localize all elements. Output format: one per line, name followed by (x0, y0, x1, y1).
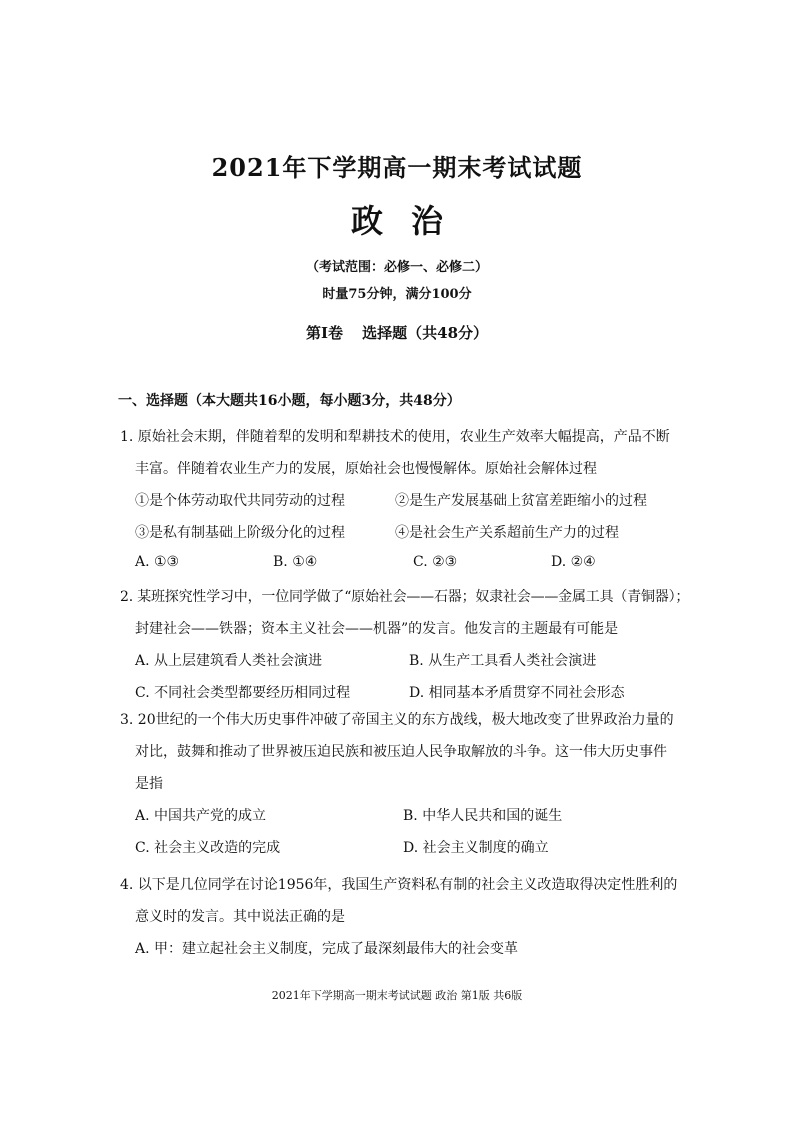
q2-option-c: C. 不同社会类型都要经历相同过程 (135, 685, 351, 701)
section-heading: 一、选择题（本大题共16小题，每小题3分，共48分） (118, 393, 461, 409)
q4-stem-line2: 意义时的发言。其中说法正确的是 (135, 909, 345, 925)
q2-stem-line1: 2. 某班探究性学习中，一位同学做了“原始社会——石器；奴隶社会——金属工具（青铜器）； (120, 589, 690, 605)
q2-stem-line2: 封建社会——铁器；资本主义社会——机器”的发言。他发言的主题最有可能是 (135, 621, 619, 637)
q2-option-b: B. 从生产工具看人类社会演进 (409, 653, 597, 669)
subject-title: 政治 (350, 202, 471, 240)
q3-option-d: D. 社会主义制度的确立 (403, 840, 549, 856)
q3-stem-line2: 对比，鼓舞和推动了世界被压迫民族和被压迫人民争取解放的斗争。这一伟大历史事件 (135, 744, 667, 760)
exam-title: 2021年下学期高一期末考试试题 (211, 153, 583, 182)
q3-option-c: C. 社会主义改造的完成 (135, 840, 281, 856)
q1-stem-line2: 丰富。伴随着农业生产力的发展，原始社会也慢慢解体。原始社会解体过程 (135, 461, 597, 477)
q1-option-d: D. ②④ (551, 554, 596, 570)
q3-stem-line1: 3. 20世纪的一个伟大历史事件冲破了帝国主义的东方战线，极大地改变了世界政治力量的 (120, 712, 674, 728)
q1-statement-3: ③是私有制基础上阶级分化的过程 (135, 525, 345, 541)
q2-option-d: D. 相同基本矛盾贯穿不同社会形态 (409, 685, 625, 701)
volume-heading: 第Ⅰ卷 选择题（共48分） (305, 324, 489, 342)
q3-stem-line3: 是指 (135, 776, 163, 792)
q1-option-b: B. ①④ (273, 554, 318, 570)
q1-statement-2: ②是生产发展基础上贫富差距缩小的过程 (395, 493, 647, 509)
page-footer: 2021年下学期高一期末考试试题 政治 第1版 共6版 (271, 989, 523, 1002)
q1-statement-4: ④是社会生产关系超前生产力的过程 (395, 525, 619, 541)
q3-option-a: A. 中国共产党的成立 (135, 808, 267, 824)
exam-time: 时量75分钟，满分100分 (322, 287, 472, 302)
q1-statement-1: ①是个体劳动取代共同劳动的过程 (135, 493, 345, 509)
q1-option-a: A. ①③ (135, 554, 180, 570)
exam-scope: （考试范围：必修一、必修二） (305, 260, 488, 275)
q1-stem-line1: 1. 原始社会末期，伴随着犁的发明和犁耕技术的使用，农业生产效率大幅提高，产品不断 (120, 429, 670, 445)
q4-stem-line1: 4. 以下是几位同学在讨论1956年，我国生产资料私有制的社会主义改造取得决定性胜利的 (120, 877, 678, 893)
q3-option-b: B. 中华人民共和国的诞生 (403, 808, 563, 824)
q2-option-a: A. 从上层建筑看人类社会演进 (135, 653, 323, 669)
q1-option-c: C. ②③ (413, 554, 458, 570)
q4-option-a: A. 甲：建立起社会主义制度，完成了最深刻最伟大的社会变革 (135, 941, 519, 957)
